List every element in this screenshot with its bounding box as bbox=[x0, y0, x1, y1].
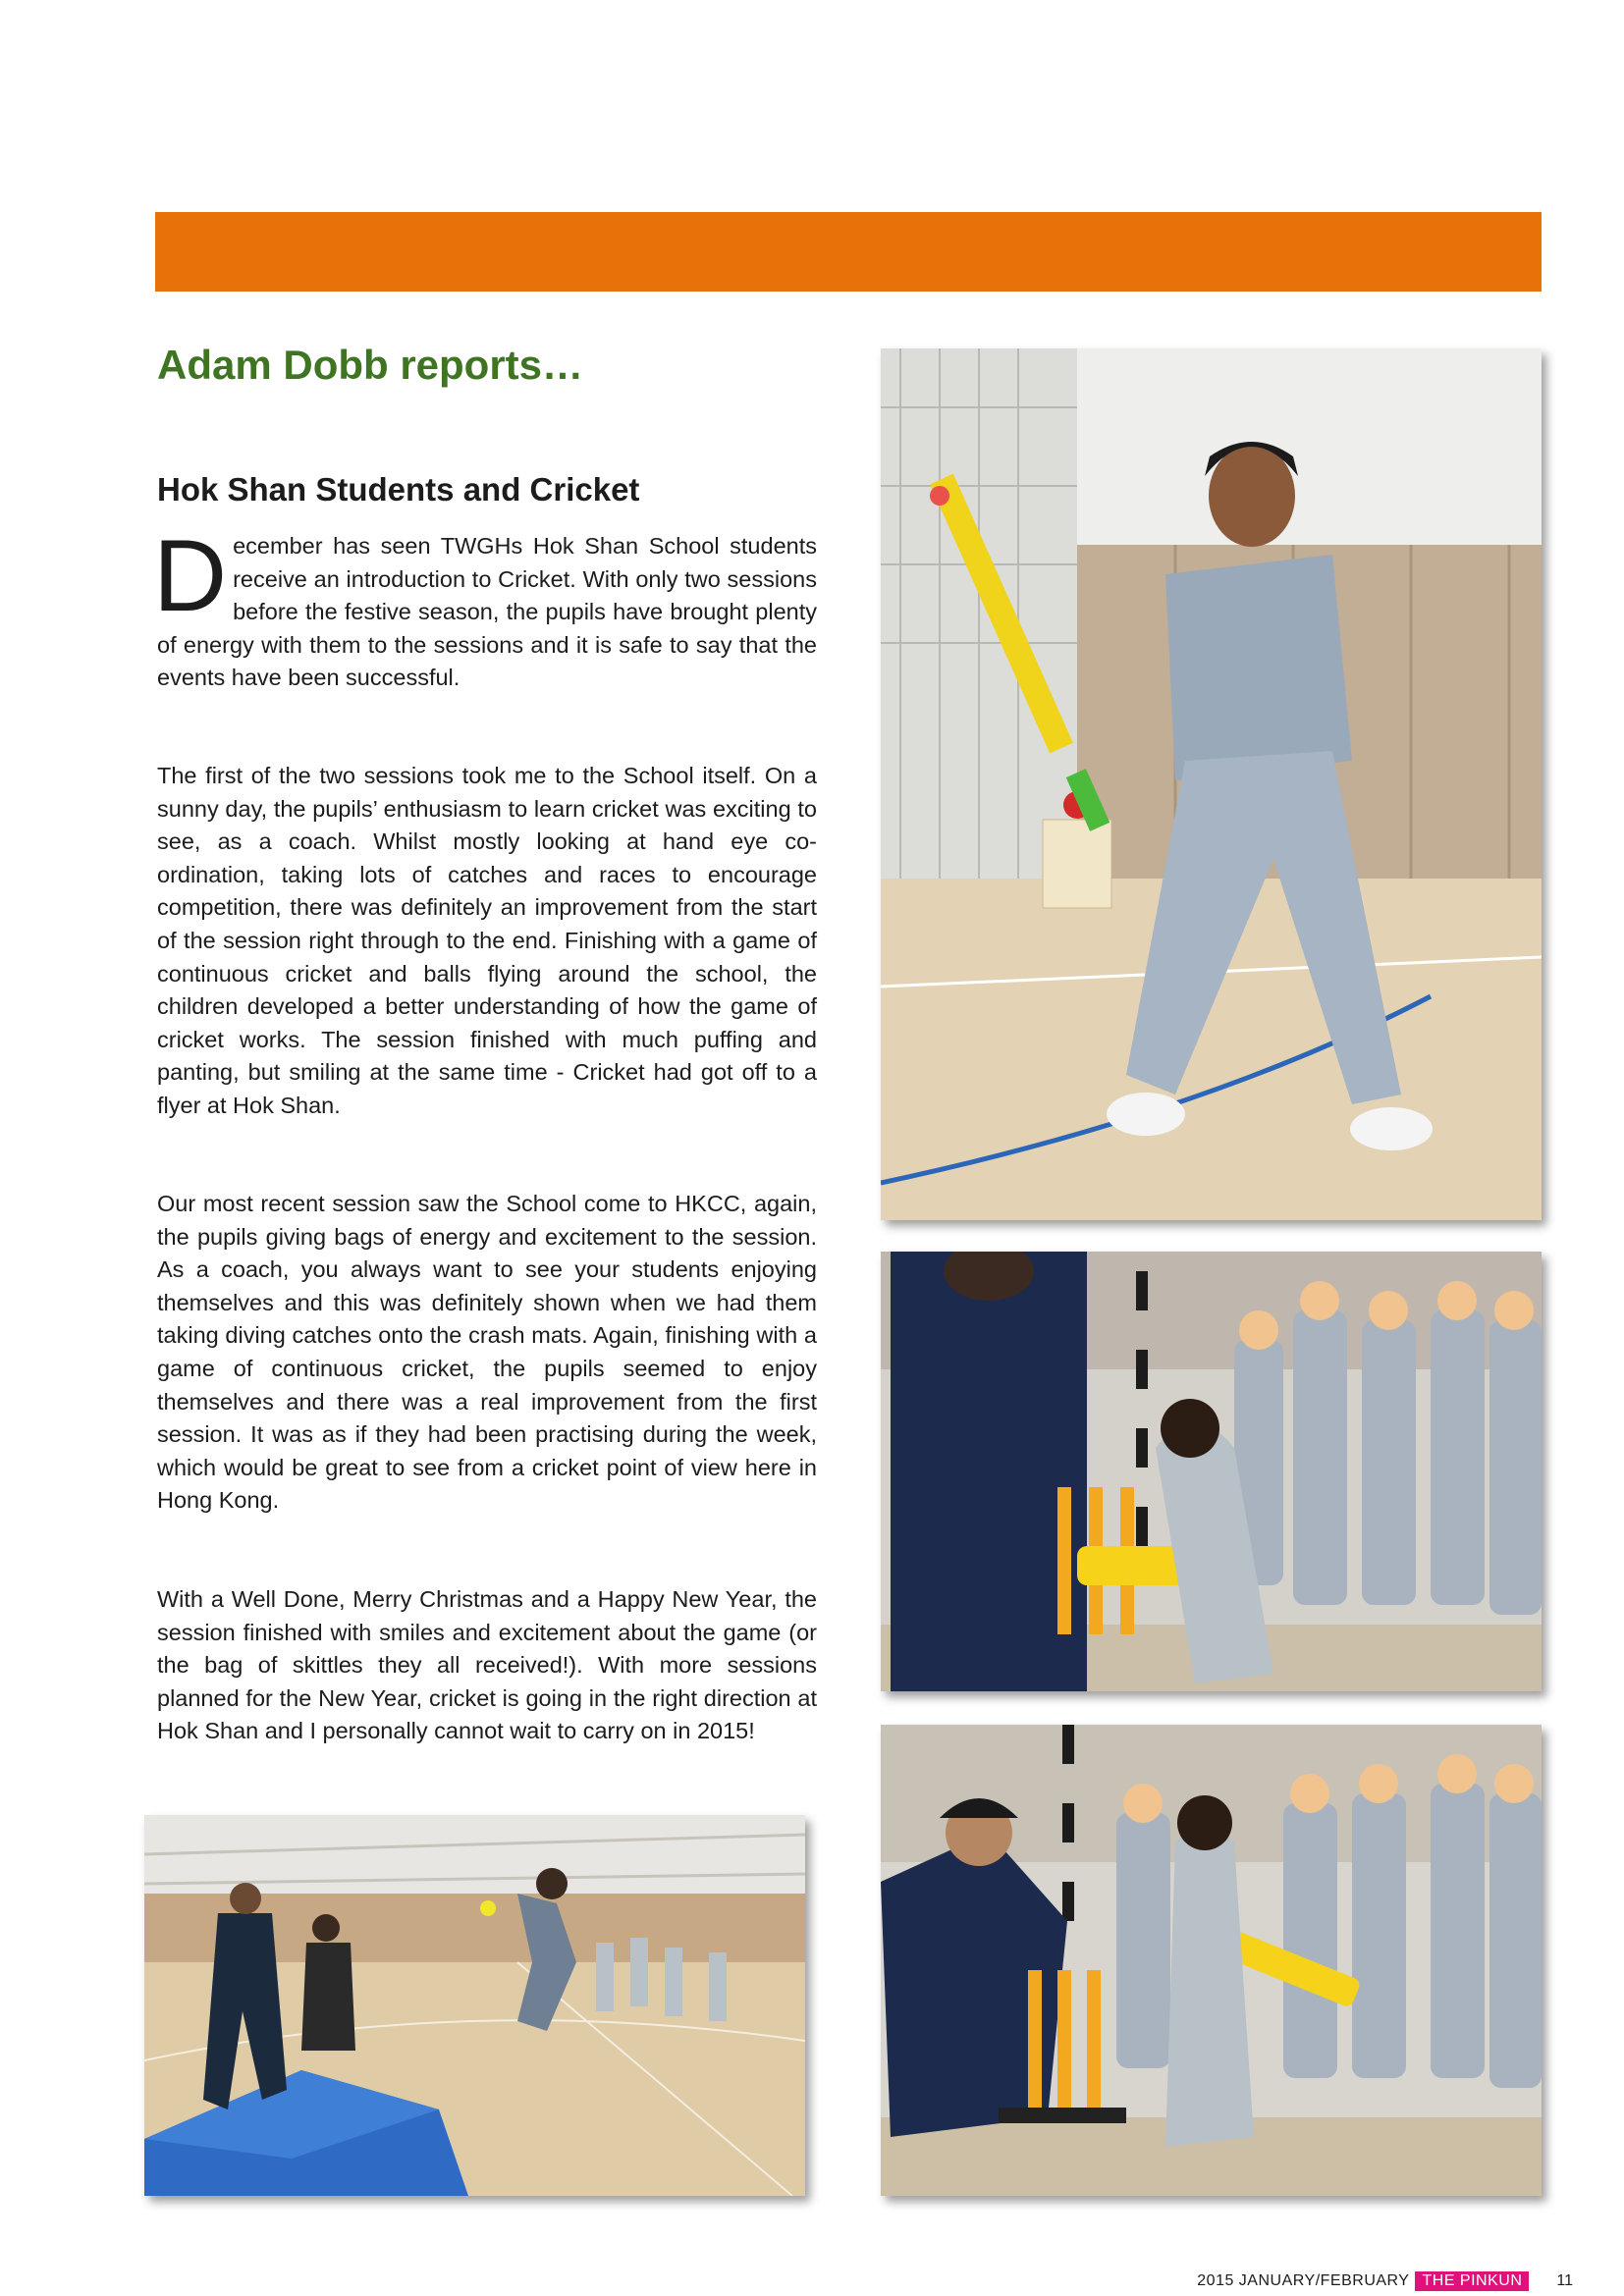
photo-boy-batting bbox=[881, 348, 1542, 1220]
photo-diving-catch bbox=[144, 1815, 805, 2196]
article-paragraph-1 bbox=[153, 519, 817, 695]
article-paragraph-3: Our most recent session saw the School come to HKCC, again, the pupils giving bags of energy and excitement to the session. As a coach, you always want to see your students enjoying themselves and this was definitely shown when we had them taking diving catches onto the crash mats. Again, finishing with a game of continuous cricket, the pupils seemed to enjoy themselves and there was a real improvement from the first session. It was as if they had been practising during the week, which would be great to see from a cricket point of view here in Hong Kong. bbox=[157, 1191, 817, 1514]
magazine-name-badge: THE PINKUN bbox=[1415, 2271, 1529, 2291]
paragraph-1-text: ecember has seen TWGHs Hok Shan School students receive an introduction to Cricket. With only two sessions before the festive season, the pupils have brought plenty of energy with them to the sessions and it is safe to say that the events have been successful. bbox=[157, 533, 817, 691]
article-title: Hok Shan Students and Cricket bbox=[157, 471, 640, 507]
page-number: 11 bbox=[1556, 2272, 1573, 2289]
issue-date: 2015 JANUARY/FEBRUARY bbox=[1197, 2272, 1410, 2289]
photo-boy-batting-coach bbox=[881, 1725, 1542, 2196]
header-color-bar bbox=[155, 212, 1542, 292]
reporter-heading: Adam Dobb reports… bbox=[157, 342, 584, 388]
article-paragraph-4: With a Well Done, Merry Christmas and a Happy New Year, the session finished with smiles and excitement about the game (or the bag of skittles they all received!). With more sessions planned for the New Year, cricket is going in the right direction at Hok Shan and I personally cannot wait to carry on in 2015! bbox=[157, 1586, 817, 1744]
article-paragraph-2: The first of the two sessions took me to the School itself. On a sunny day, the pupils’ enthusiasm to learn cricket was exciting to see, as a coach. Whilst mostly looking at hand eye co-ordination, taking lots of catches and races to encourage competition, there was definitely an improvement from the start of the session right through to the end. Finishing with a game of continuous cricket and balls flying around the school, the children developed a better understanding of how the game of cricket works. The session finished with much puffing and panting, but smiling at the same time - Cricket had got off to a flyer at Hok Shan. bbox=[157, 763, 817, 1118]
drop-cap: D bbox=[153, 519, 228, 633]
photo-girl-batting bbox=[881, 1252, 1542, 1691]
page-footer bbox=[1197, 2271, 1573, 2291]
